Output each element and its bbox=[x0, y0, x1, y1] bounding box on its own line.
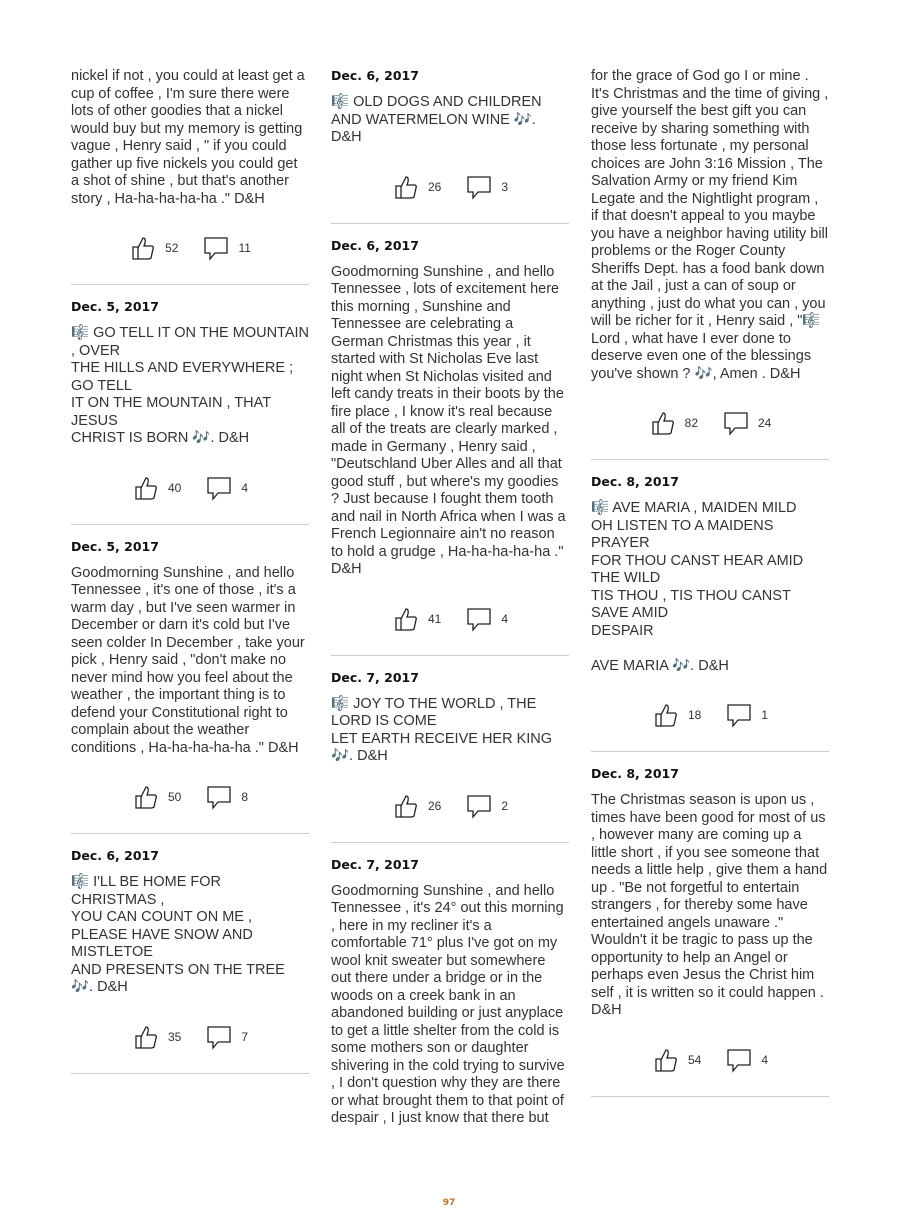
comment-count: 8 bbox=[241, 790, 249, 804]
comment-icon bbox=[205, 1023, 233, 1051]
like-stat[interactable] bbox=[392, 792, 441, 820]
comment-stat[interactable] bbox=[465, 605, 508, 633]
post bbox=[71, 539, 309, 835]
post-divider bbox=[591, 751, 829, 752]
post-stats bbox=[331, 599, 569, 639]
post-text: The Christmas season is upon us , times have been good for most of us , however many are coming up a little short , if you see someone that needs a little help , give them a hand up . "Be not forgetful to entertain strangers , for thereby some have entertained angels unaware ." Wouldn't it be tragic to pass up the opportunity to help an Angel or perhaps even Jesus the Christ him self , it is written so it could happen . D&H bbox=[591, 792, 828, 1018]
post-stats bbox=[591, 1040, 829, 1080]
like-stat[interactable] bbox=[392, 173, 441, 201]
post-stats bbox=[331, 786, 569, 826]
comment-icon bbox=[725, 701, 753, 729]
comment-count: 4 bbox=[761, 1052, 769, 1067]
post-divider bbox=[71, 1073, 309, 1074]
post-text: Goodmorning Sunshine , and hello Tennessee , it's 24° out this morning , here in my recliner it's a comfortable 71° plus I've got on my wool knit sweater but somewhere out there under a bridge or in the woods on a creek bank in an abandoned building or just anyplace to get a little shelter from the cold is some mothers son or daughter shivering in the cold trying to survive , I don't question why they are there or what brought them to that point of despair , I just know that there but bbox=[331, 882, 565, 1126]
thumbs-up-icon bbox=[392, 792, 420, 820]
post-text: 🎼 JOY TO THE WORLD , THE LORD IS COME LET EARTH RECEIVE HER KING 🎶. D&H bbox=[331, 695, 553, 764]
comment-count: 4 bbox=[241, 480, 249, 495]
like-stat[interactable] bbox=[129, 234, 178, 262]
like-stat[interactable] bbox=[649, 409, 698, 437]
comment-count: 4 bbox=[501, 611, 509, 626]
post bbox=[591, 68, 829, 460]
post-divider bbox=[331, 223, 569, 224]
post-text: 🎼 OLD DOGS AND CHILDREN AND WATERMELON WINE 🎶. D&H bbox=[331, 94, 542, 145]
column-1 bbox=[71, 68, 309, 1088]
post bbox=[591, 474, 829, 752]
like-stat[interactable] bbox=[652, 1046, 701, 1074]
post-divider bbox=[71, 524, 309, 525]
post bbox=[331, 238, 569, 656]
post-text: Goodmorning Sunshine , and hello Tennessee , it's one of those , it's a warm day , but I've seen warmer in December or darn it's cold but I've seen colder In December , take your pick , Henry said , "don't make no never mind how you feel about the weather , the important thing is to defend your Constitutional right to complain about the weather conditions , Ha-ha-ha-ha-ha ." D&H bbox=[71, 564, 305, 756]
post bbox=[71, 299, 309, 525]
post-date: Dec. 5, 2017 bbox=[71, 538, 159, 554]
comment-stat[interactable] bbox=[205, 783, 248, 811]
post bbox=[591, 766, 829, 1097]
post-text: nickel if not , you could at least get a cup of coffee , I'm sure there were lots of other goodies that a nickel would buy but my memory is getting vague , Henry said , " if you could gather up five nickels you could get a shot of shine , but that's another story , Ha-ha-ha-ha-ha ." D&H bbox=[71, 68, 305, 207]
post-stats bbox=[71, 1017, 309, 1057]
thumbs-up-icon bbox=[652, 1046, 680, 1074]
post-stats bbox=[331, 167, 569, 207]
like-count: 41 bbox=[427, 611, 442, 626]
comment-icon bbox=[202, 234, 230, 262]
comment-count: 11 bbox=[238, 241, 251, 255]
post bbox=[331, 857, 569, 1128]
post bbox=[71, 68, 309, 285]
post-date: Dec. 6, 2017 bbox=[331, 237, 419, 253]
post-date: Dec. 8, 2017 bbox=[591, 474, 679, 489]
thumbs-up-icon bbox=[132, 783, 160, 811]
comment-icon bbox=[205, 783, 233, 811]
comment-stat[interactable] bbox=[725, 701, 768, 729]
comment-stat[interactable] bbox=[725, 1046, 768, 1074]
post-divider bbox=[591, 1096, 829, 1097]
post-stats bbox=[591, 403, 829, 443]
post-divider bbox=[331, 842, 569, 843]
like-stat[interactable] bbox=[392, 605, 441, 633]
post-date: Dec. 6, 2017 bbox=[71, 848, 159, 863]
post-date: Dec. 7, 2017 bbox=[331, 669, 419, 685]
comment-stat[interactable] bbox=[465, 792, 508, 820]
post-stats bbox=[71, 468, 309, 508]
post-divider bbox=[71, 833, 309, 834]
post bbox=[71, 848, 309, 1074]
like-count: 18 bbox=[687, 708, 702, 722]
thumbs-up-icon bbox=[129, 234, 157, 262]
comment-count: 3 bbox=[501, 179, 509, 194]
post bbox=[331, 670, 569, 843]
post-text: Goodmorning Sunshine , and hello Tennessee , lots of excitement here this morning , Sunshine and Tennessee are celebrating a German Christmas this year , it started with St Nicholas Eve last night when St Nicholas visited and left candy treats in their boots by the fire place , I know it's real because all of the treats are clearly marked , made in Germany , Henry said , "Deutschland Uber Alles and all that good stuff , but where's my goodies ? Just because I fought them tooth and nail in North Africa when I was a French Legionnaire ain't no reason to hold a grudge , Ha-ha-ha-ha-ha ." D&H bbox=[331, 263, 566, 577]
thumbs-up-icon bbox=[652, 701, 680, 729]
post-date: Dec. 5, 2017 bbox=[71, 299, 159, 314]
like-stat[interactable] bbox=[132, 783, 181, 811]
post-divider bbox=[591, 459, 829, 460]
comment-count: 1 bbox=[761, 708, 769, 722]
post-text: 🎼 I'LL BE HOME FOR CHRISTMAS , YOU CAN COUNT ON ME , PLEASE HAVE SNOW AND MISTLETOE AND PRESENTS ON THE TREE 🎶. D&H bbox=[71, 874, 285, 995]
like-count: 54 bbox=[687, 1052, 702, 1067]
like-count: 50 bbox=[167, 790, 182, 804]
like-stat[interactable] bbox=[132, 1023, 181, 1051]
thumbs-up-icon bbox=[392, 173, 420, 201]
post-stats bbox=[71, 777, 309, 817]
post-text: 🎼 GO TELL IT ON THE MOUNTAIN , OVER THE HILLS AND EVERYWHERE ; GO TELL IT ON THE MOUNTAIN , THAT JESUS CHRIST IS BORN 🎶. D&H bbox=[71, 325, 310, 446]
comment-icon bbox=[465, 173, 493, 201]
comment-count: 7 bbox=[241, 1029, 249, 1044]
comment-icon bbox=[722, 409, 750, 437]
post-stats bbox=[591, 695, 829, 735]
post-divider bbox=[71, 284, 309, 285]
comment-stat[interactable] bbox=[722, 409, 771, 437]
post-date: Dec. 8, 2017 bbox=[591, 766, 679, 781]
comment-stat[interactable] bbox=[205, 474, 248, 502]
like-stat[interactable] bbox=[652, 701, 701, 729]
like-count: 35 bbox=[167, 1029, 182, 1044]
like-count: 82 bbox=[684, 416, 698, 430]
thumbs-up-icon bbox=[392, 605, 420, 633]
post bbox=[331, 68, 569, 224]
like-count: 40 bbox=[167, 480, 182, 495]
comment-stat[interactable] bbox=[205, 1023, 248, 1051]
post-date: Dec. 7, 2017 bbox=[331, 856, 419, 872]
like-count: 26 bbox=[427, 179, 442, 194]
post-date: Dec. 6, 2017 bbox=[331, 68, 419, 83]
comment-icon bbox=[465, 792, 493, 820]
post-divider bbox=[331, 655, 569, 656]
column-2 bbox=[331, 68, 569, 1128]
comment-stat[interactable] bbox=[465, 173, 508, 201]
comment-icon bbox=[465, 605, 493, 633]
thumbs-up-icon bbox=[649, 409, 677, 437]
comment-icon bbox=[725, 1046, 753, 1074]
post-text: for the grace of God go I or mine . It's Christmas and the time of giving , give yourself the best gift you can receive by sharing something with those less fortunate , my personal choices are John 3:16 Mission , The Salvation Army or my friend Kim Legate and the Nightlight program , if that doesn't appeal to you maybe you have a neighbor having utility bill problems or the Roger County Sheriffs Dept. has a food bank down at the Jail , just a can of soup or anything , just do what you can , you will be richer for it , Henry said , "🎼 Lord , what have I ever done to deserve even one of the blessings you've shown ? 🎶, Amen . D&H bbox=[591, 68, 829, 382]
comment-stat[interactable] bbox=[202, 234, 250, 262]
thumbs-up-icon bbox=[132, 1023, 160, 1051]
page-number: 97 bbox=[442, 1198, 456, 1208]
like-stat[interactable] bbox=[132, 474, 181, 502]
comment-count: 24 bbox=[758, 416, 772, 430]
post-stats bbox=[71, 228, 309, 268]
column-3 bbox=[591, 68, 829, 1111]
like-count: 26 bbox=[427, 798, 442, 813]
thumbs-up-icon bbox=[132, 474, 160, 502]
comment-icon bbox=[205, 474, 233, 502]
like-count: 52 bbox=[165, 241, 179, 255]
comment-count: 2 bbox=[501, 798, 509, 813]
post-text: 🎼 AVE MARIA , MAIDEN MILD OH LISTEN TO A MAIDENS PRAYER FOR THOU CANST HEAR AMID THE WILD TIS THOU , TIS THOU CANST SAVE AMID DESPAIR AVE MARIA 🎶. D&H bbox=[591, 500, 804, 674]
